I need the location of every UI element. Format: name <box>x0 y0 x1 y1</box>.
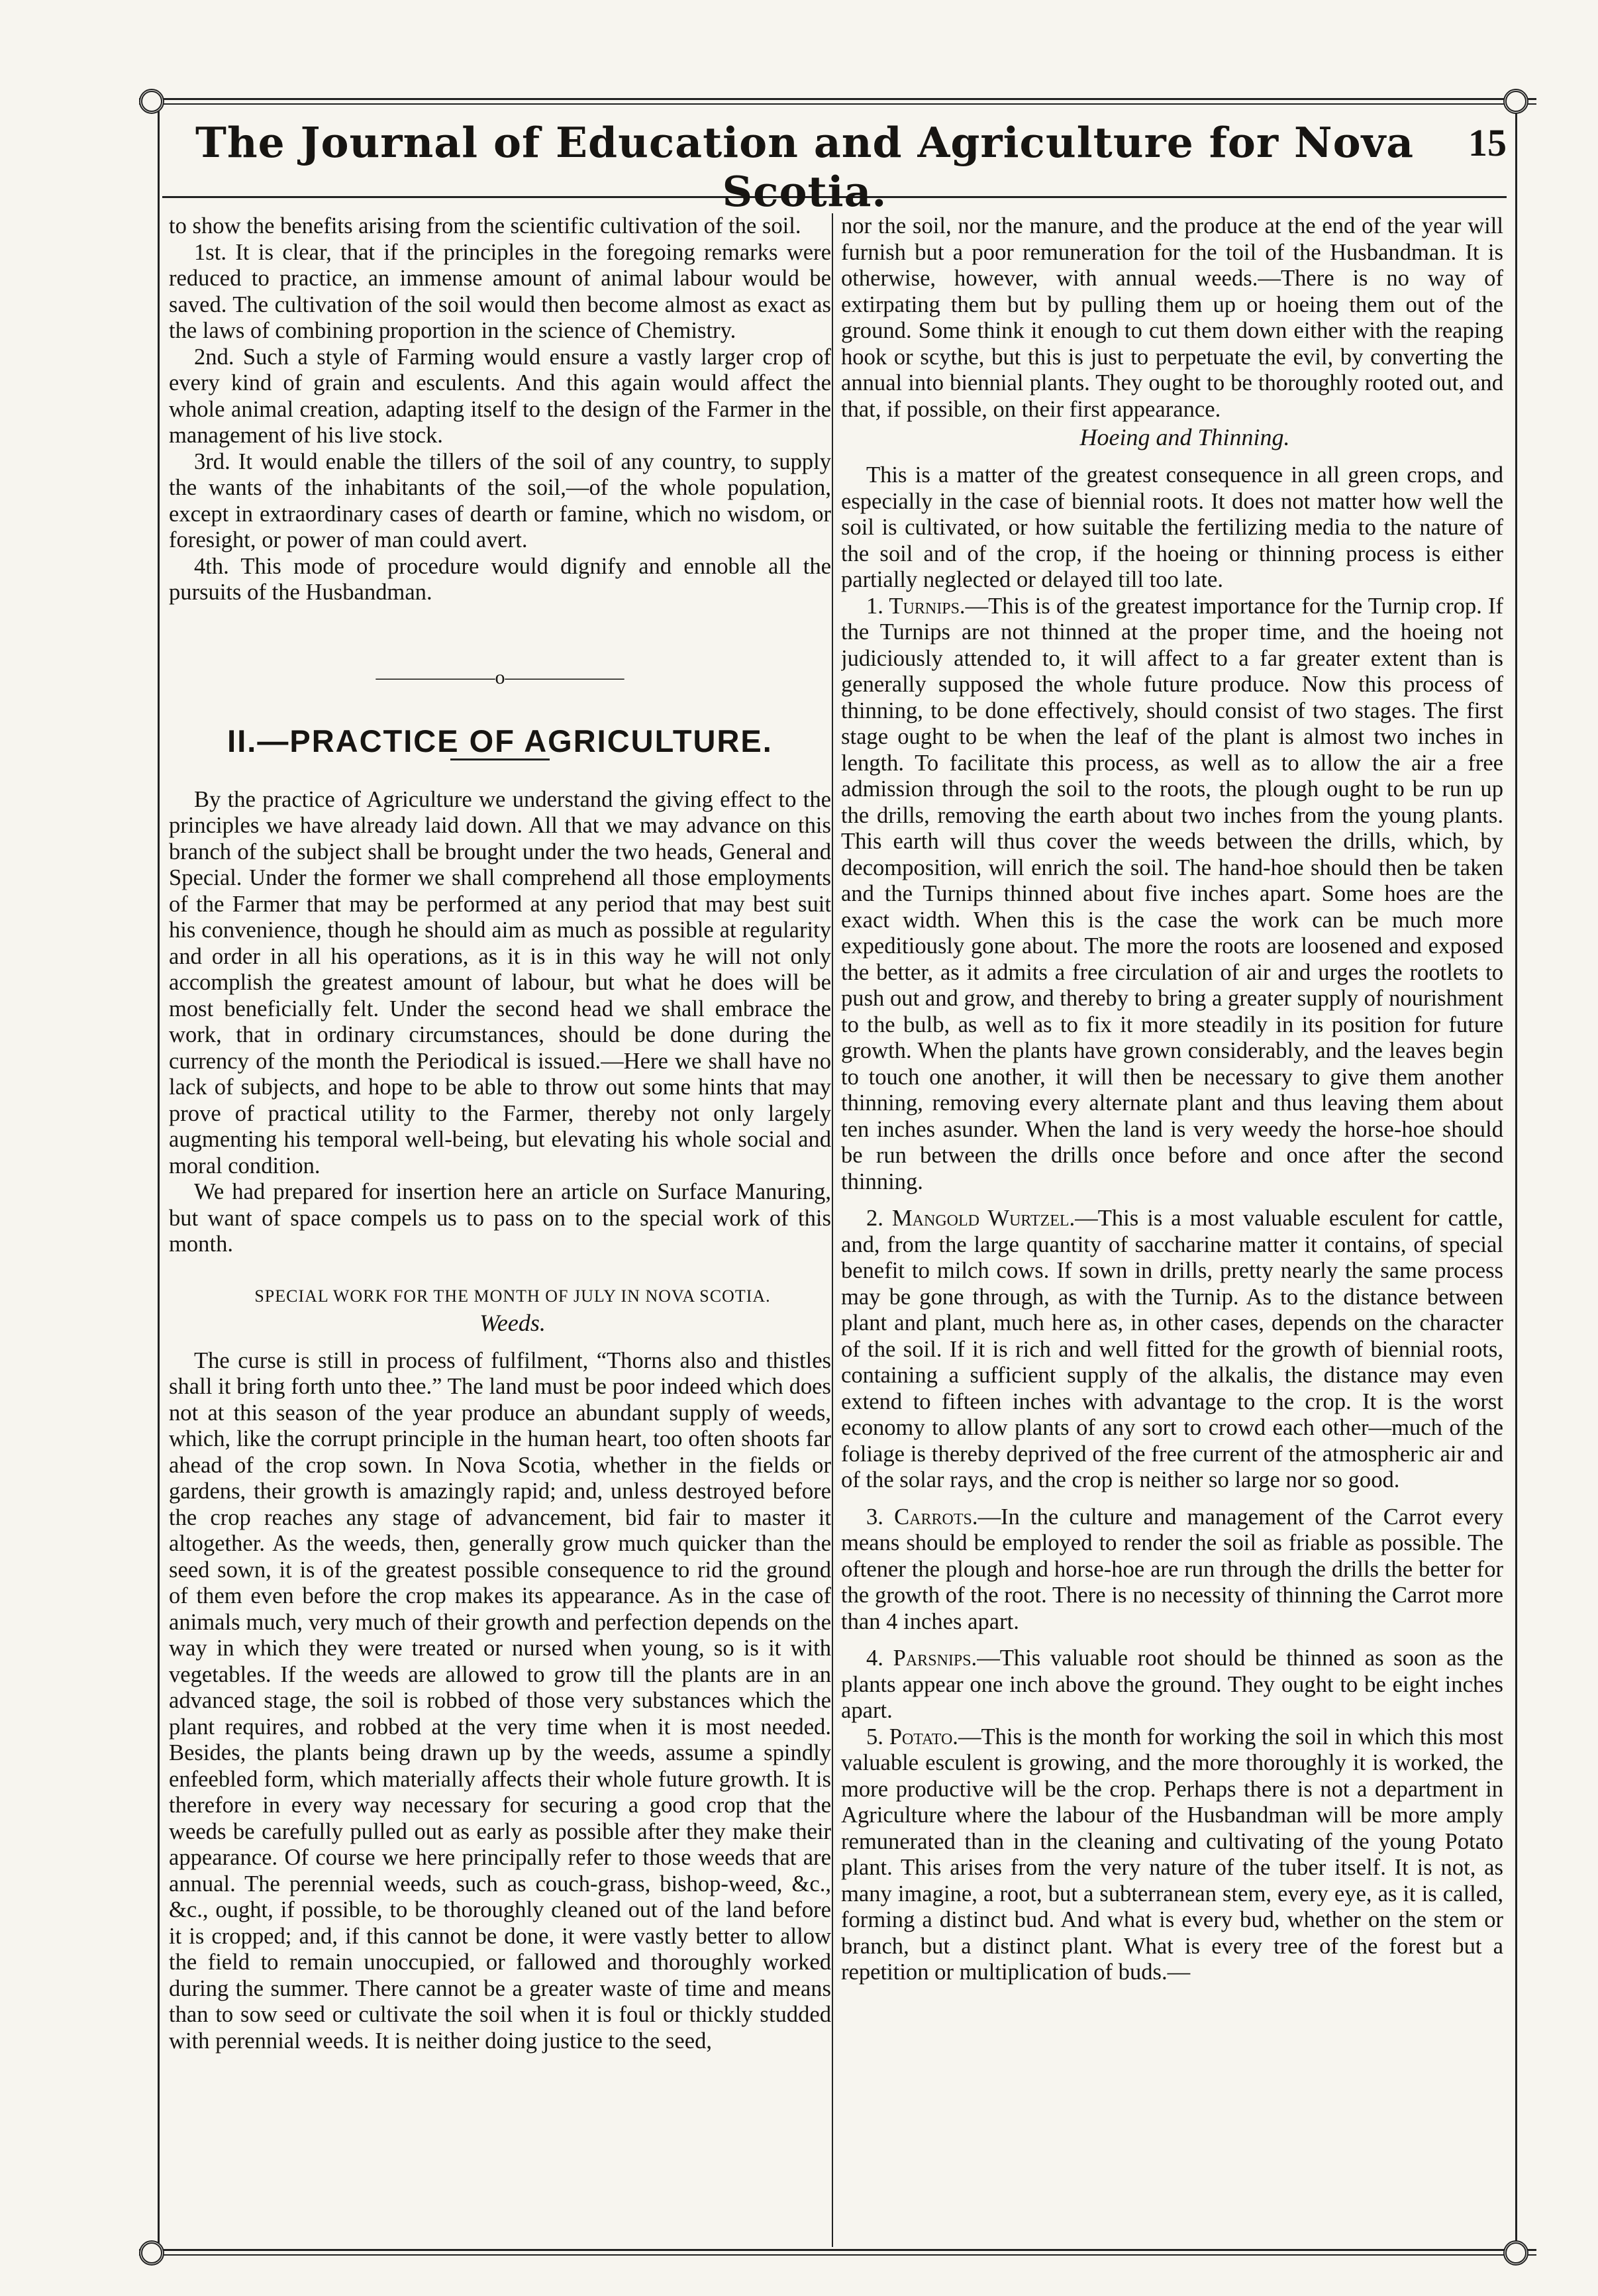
weeds-paragraph: The curse is still in process of fulfilment, “Thorns also and thistles shall it bring forth unto thee.” The land must be poor indeed which does not at this season of the year produce an abundant supply of weeds, which, like the corrupt principle in the human heart, too often shoots far ahead of the crop sown. In Nova Scotia, whether in the fields or gardens, their growth is amazingly rapid; and, unless destroyed before the crop reaches any stage of advancement, bid fair to master it altogether. As the weeds, then, generally grow much quicker than the seed sown, it is of the greatest possible consequence to rid the ground of them even before the crop makes its appearance. As in the case of animals much, very much of their growth and perfection depends on the way in which they were treated or nursed when young, so is it with vegetables. If the weeds are allowed to grow till the plants are in an advanced stage, the soil is robbed of those very substances which the plant requires, and robbed at the very time when it is most needed. Besides, the plants being drawn up by the weeds, assume a spindly enfeebled form, which materially affects their whole future growth. It is therefore in every way necessary for securing a good crop that the weeds be carefully pulled out as early as possible after they make their appearance. Of course we here principally refer to those weeds that are annual. The perennial weeds, such as couch-grass, bishop-weed, &c., &c., ought, if possible, to be thoroughly cleaned out of the land before it is cropped; and, if this cannot be done, it were vastly better to allow the field to remain unoccupied, or fallowed and thoroughly worked during the summer. There cannot be a greater waste of time and means than to sow seed or cultivate the soil when it is foul or thickly studded with perennial weeds. It is neither doing justice to the seed, <box>169 1347 831 2054</box>
practice-paragraph-2: We had prepared for insertion here an article on Surface Manuring, but want of space compels us to pass on to the special work of this month. <box>169 1179 831 1257</box>
parsnips-label: 4. Parsnips. <box>866 1645 977 1671</box>
special-work-heading: SPECIAL WORK FOR THE MONTH OF JULY IN NOVA SCOTIA. <box>254 1286 771 1306</box>
corner-ornament-bottom-left <box>139 2240 164 2266</box>
corner-ornament-top-left <box>139 89 164 114</box>
hoeing-heading: Hoeing and Thinning. <box>1079 424 1290 450</box>
potato-label: 5. Potato. <box>866 1724 958 1749</box>
left-column <box>169 213 831 2254</box>
point-4-paragraph: 4th. This mode of procedure would dignify and ennoble all the pursuits of the Husbandman. <box>169 553 831 605</box>
column-divider-rule <box>832 213 833 2247</box>
point-1-paragraph: 1st. It is clear, that if the principles in the foregoing remarks were reduced to practice, an immense amount of animal labour would be saved. The cultivation of the soil would then become almost as exact as the laws of combining proportion in the science of Chemistry. <box>169 239 831 343</box>
carrots-paragraph <box>841 1504 1503 1636</box>
weeds-heading: Weeds. <box>479 1309 546 1336</box>
parsnips-paragraph <box>841 1645 1503 1724</box>
journal-masthead: The Journal of Education and Agriculture for Nova Scotia. <box>195 118 1415 216</box>
turnips-label: 1. Turnips. <box>866 593 966 619</box>
potato-text: —This is the month for working the soil in which this most valuable esculent is growing, and the more thoroughly it is worked, the more productive will be the crop. Perhaps there is not a department in Agriculture where the labour of the Husbandman will be more amply remunerated than in the cleaning and cultivating of the young Potato plant. This arises from the very nature of the tuber itself. It is not, as many imagine, a root, but a subterranean stem, every eye, as it is called, forming a distinct bud. And what is every bud, whether on the stem or branch, but a distinct plant. What is every tree of the forest but a repetition or multiplication of buds.— <box>841 1724 1503 1985</box>
top-border-rule-inner <box>139 103 1536 105</box>
continued-paragraph: nor the soil, nor the manure, and the produce at the end of the year will furnish but a poor remuneration for the toil of the Husbandman. It is otherwise, however, with annual weeds.—There is no way of extirpating them but by pulling them up or hoeing them out of the ground. Some think it enough to cut them down either with the reaping hook or scythe, but this is just to perpetuate the evil, by converting the annual into biennial plants. They ought to be thoroughly rooted out, and that, if possible, on their first appearance. <box>841 213 1503 422</box>
section-divider: ——————o—————— <box>375 666 624 688</box>
right-column <box>841 213 1503 2254</box>
corner-ornament-bottom-right <box>1503 2240 1528 2266</box>
corner-ornament-top-right <box>1503 89 1528 114</box>
right-border-rule <box>1515 101 1517 2254</box>
mangold-text: —This is a most valuable esculent for cattle, and, from the large quantity of saccharine matter it contains, of special benefit to milch cows. If sown in drills, pretty nearly the same process may be gone through, as with the Turnip. As to the distance between plant and plant, much here as, in other cases, depends on the character of the soil. If it is rich and well fitted for the growth of biennial roots, containing a sufficient supply of the alkalis, the distance may even extend to fifteen inches with advantage to the crop. It is the worst economy to allow plants of any sort to crowd each other—much of the foliage is thereby deprived of the free current of the atmospheric air and of the solar rays, and the crop is neither so large nor so good. <box>841 1206 1503 1492</box>
point-3-paragraph: 3rd. It would enable the tillers of the soil of any country, to supply the wants of the inhabitants of the soil,—of the whole population, except in extraordinary cases of dearth or famine, which no wisdom, or foresight, or power of man could avert. <box>169 448 831 552</box>
point-2-paragraph: 2nd. Such a style of Farming would ensure a vastly larger crop of every kind of grain and esculents. And this again would affect the whole animal creation, adapting itself to the design of the Farmer in the management of his live stock. <box>169 344 831 448</box>
section-title: II.—PRACTICE OF AGRICULTURE. <box>227 723 773 758</box>
page-header <box>162 118 1507 216</box>
carrots-text: —In the culture and management of the Carrot every means should be employed to render the soil as friable as possible. The oftener the plough and horse-hoe are run through the drills the better for the growth of the root. There is no necessity of thinning the Carrot more than 4 inches apart. <box>841 1504 1503 1634</box>
top-border-rule <box>139 98 1536 100</box>
carrots-label: 3. Carrots. <box>866 1504 978 1530</box>
bottom-border-rule-inner <box>139 2254 1536 2256</box>
turnips-text: —This is of the greatest importance for the Turnip crop. If the Turnips are not thinned at the proper time, and the hoeing not judiciously attended to, it will affect to a far greater extent than is generally supposed the whole future produce. Now this process of thinning, to be done effectively, should consist of two stages. The first stage ought to be when the leaf of the plant is almost two inches in length. To facilitate this process, as well as to allow the air a free admission through the soil to the roots, the plough ought to be run up the drills, removing the earth about two inches from the young plants. This earth will thus cover the weeds between the drills, which, by decomposition, will enrich the soil. The hand-hoe should then be taken and the Turnips thinned about five inches apart. Some hoes are the exact width. When this is the case the work can be much more expeditiously gone about. The more the roots are loosened and exposed the better, as it admits a free circulation of air and urges the rootlets to push out and grow, and thereby to bring a greater supply of nourishment to the bulb, as well as to fix it more steadily in its position for future growth. When the plants have grown considerably, and the leaves begin to touch one another, it will then be necessary to give them another thinning, removing every alternate plant and thus leaving them about ten inches asunder. When the land is very weedy the horse-hoe should be run between the drills once before and once after the second thinning. <box>841 593 1503 1194</box>
practice-paragraph-1: By the practice of Agriculture we understand the giving effect to the principles we have already laid down. All that we may advance on this branch of the subject shall be brought under the two heads, General and Special. Under the former we shall comprehend all those employments of the Farmer that may be performed at any period that may best suit his convenience, though he should aim as much as possible at regularity and order in all his operations, as it is in this way he will not only accomplish the greatest amount of labour, but what he does will be most beneficially felt. Under the second head we shall embrace the work, that in ordinary circumstances, should be done during the currency of the month the Periodical is issued.—Here we shall have no lack of subjects, and hope to be able to throw out some hints that may prove of practical utility to the Farmer, thereby not only largely augmenting his temporal well-being, but elevating his whole social and moral condition. <box>169 786 831 1178</box>
mangold-label: 2. Mangold Wurtzel. <box>866 1206 1075 1231</box>
page-number: 15 <box>1468 121 1507 164</box>
left-border-rule <box>158 101 160 2254</box>
intro-paragraph: to show the benefits arising from the scientific cultivation of the soil. <box>169 213 801 238</box>
hoeing-paragraph: This is a matter of the greatest consequence in all green crops, and especially in the case of biennial roots. It does not matter how well the soil is cultivated, or how suitable the fertilizing media to the nature of the soil and of the crop, if the hoeing or thinning process is either partially neglected or delayed till too late. <box>841 462 1503 592</box>
parsnips-text: —This valuable root should be thinned as soon as the plants appear one inch above the ground. They ought to be eight inches apart. <box>841 1645 1503 1723</box>
potato-paragraph <box>841 1724 1503 1986</box>
mangold-paragraph <box>841 1206 1503 1494</box>
turnips-paragraph <box>841 594 1503 1196</box>
